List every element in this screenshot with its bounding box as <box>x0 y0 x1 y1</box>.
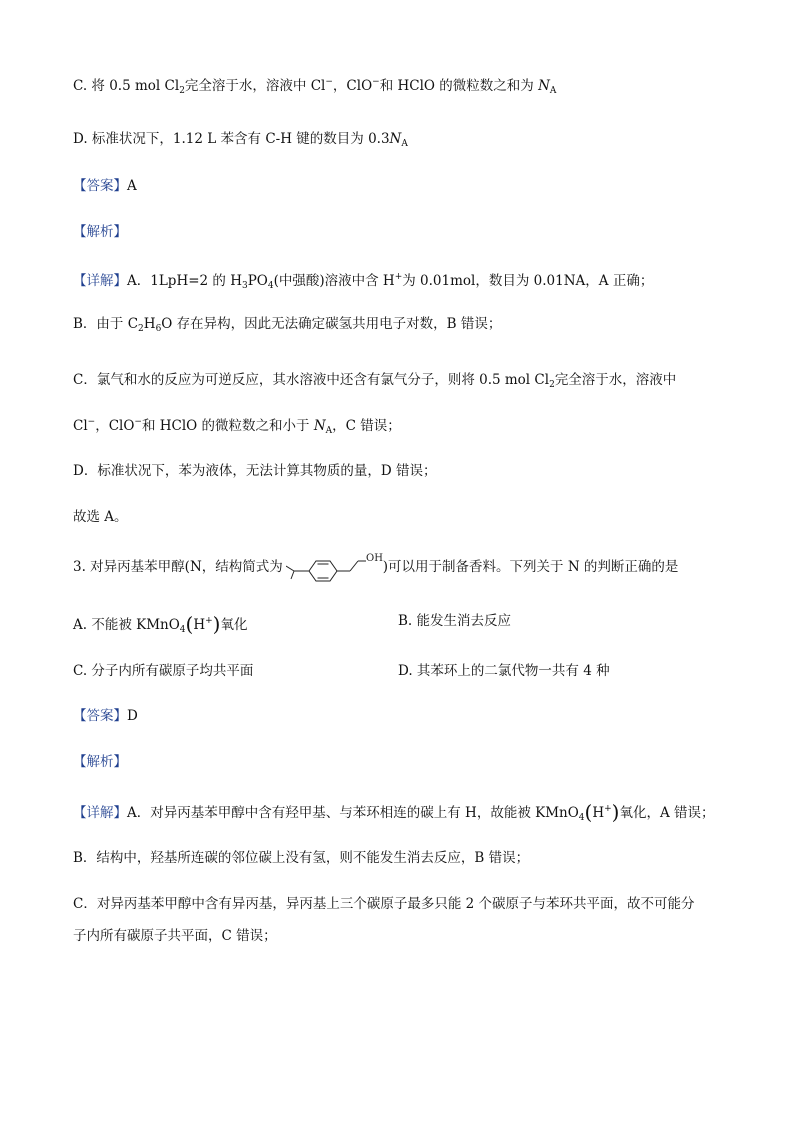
molecule-structure-image <box>286 549 390 583</box>
q3-detail-b: B．结构中，羟基所连碳的邻位碳上没有氢，则不能发生消去反应，B 错误； <box>73 850 530 866</box>
q3-option-d: D. 其苯环上的二氯代物一共有 4 种 <box>398 663 610 679</box>
q2-detail-b: B．由于 $C_2H_6O$ 存在异构，因此无法确定碳氢共用电子对数，B 错误； <box>73 316 502 334</box>
q2-detail-c-line2: Cl−，ClO−和 HClO 的微粒数之和小于 $N_A$，C 错误； <box>73 417 401 436</box>
q3-option-c: C. 分子内所有碳原子均共平面 <box>73 663 254 679</box>
q2-option-d: D. 标准状况下，1.12 L 苯含有 C-H 键的数目为 $0.3N_A$ <box>73 131 408 149</box>
q2-option-c: C. 将 0.5 mol $Cl_2$完全溶于水，溶液中 Cl−，ClO−和 HClO 的微粒数之和为 $N_A$ <box>73 77 557 96</box>
q3-option-a: A. 不能被 KMnO$_4$(H+)氧化 <box>73 612 248 636</box>
q2-analysis-heading: 【解析】 <box>73 224 127 240</box>
q3-option-b: B. 能发生消去反应 <box>398 613 512 629</box>
q2-conclusion: 故选 A。 <box>73 509 128 525</box>
q2-detail-d: D．标准状况下，苯为液体，无法计算其物质的量，D 错误； <box>73 463 437 479</box>
q3-answer: 【答案】D <box>73 708 138 724</box>
oh-label: OH <box>366 553 383 564</box>
q2-detail-a: 【详解】A．1LpH=2 的 $H_3PO_4$(中强酸)溶液中含 H+为 0.01mol，数目为 0.01NA，A 正确； <box>73 272 654 291</box>
q3-detail-c-line1: C．对异丙基苯甲醇中含有异丙基，异丙基上三个碳原子最多只能 2 个碳原子与苯环共平面，故不可能分 <box>73 896 695 912</box>
q3-analysis-heading: 【解析】 <box>73 754 127 770</box>
q2-answer: 【答案】A <box>73 178 137 194</box>
q3-detail-c-line2: 子内所有碳原子共平面，C 错误； <box>73 928 277 944</box>
q3-stem: 3. 对异丙基苯甲醇(N，结构简式为 )可以用于制备香料。下列关于 N 的判断正确的是 <box>73 559 679 575</box>
q3-detail-a: 【详解】A．对异丙基苯甲醇中含有羟甲基、与苯环相连的碳上有 H，故能被 KMnO$_4$(H+)氧化，A 错误； <box>73 800 715 824</box>
q2-detail-c-line1: C．氯气和水的反应为可逆反应，其水溶液中还含有氯气分子，则将 0.5 mol $Cl_2$完全溶于水，溶液中 <box>73 372 677 390</box>
